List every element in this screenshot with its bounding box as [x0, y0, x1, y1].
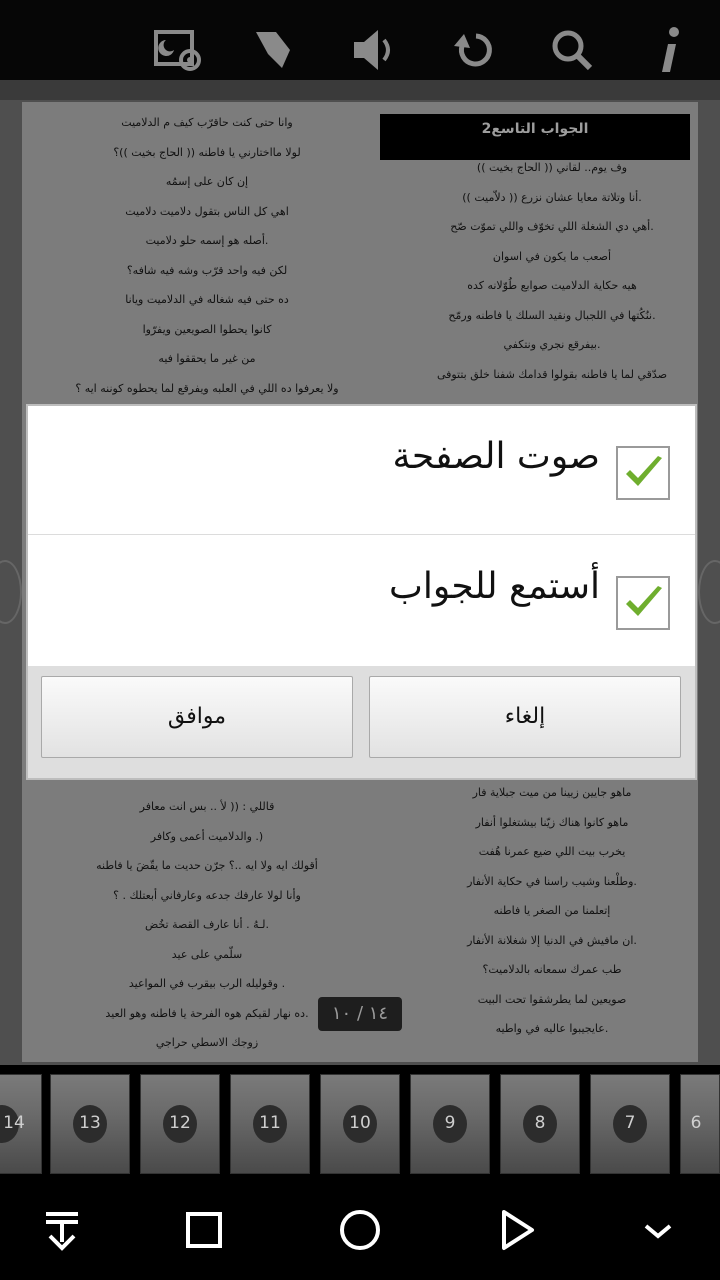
text-line: ماهو جايين زيينا من ميت جبلاية فار [472, 786, 632, 799]
option-listen-answer[interactable] [28, 536, 695, 664]
thumbnail-number: 6 [690, 1113, 702, 1133]
prev-page-handle[interactable] [0, 560, 22, 624]
next-page-handle[interactable] [698, 560, 720, 624]
thumbnail-number: 7 [624, 1113, 636, 1133]
text-line: أهي دي الشغلة اللي تخوّف واللي تموّت صّح. [450, 220, 654, 233]
rotate-icon[interactable] [444, 20, 504, 80]
toolbar-divider [0, 80, 720, 100]
page-thumbnail[interactable] [500, 1074, 580, 1174]
text-line: من غير ما يحققوا فيه [158, 352, 256, 365]
page-sound-checkbox[interactable] [616, 446, 670, 500]
text-line: صدّقي لما يا فاطنه بقولوا قدامك شفنا خلق بتتوفى [436, 367, 668, 381]
text-line: وطلْعنا وشيب راسنا في حكاية الأنفار. [467, 874, 637, 888]
cancel-button[interactable]: إلغاء [369, 676, 681, 758]
text-line: لولا مااختارني يا فاطنه (( الحاج بخيت ))؟ [113, 145, 301, 159]
page-thumbnail[interactable] [230, 1074, 310, 1174]
thumbnail-number: 8 [534, 1113, 546, 1133]
sound-options-dialog [28, 406, 695, 778]
text-line: والدلاميت أعمى وكافر .) [150, 829, 264, 843]
text-line: أصعب ما يكون في اسوان [492, 249, 612, 263]
left-text-column-top [22, 108, 392, 403]
text-line: ماهو كانوا هناك زيّنا بيشتغلوا أنفار [475, 815, 629, 829]
top-toolbar [0, 0, 720, 80]
text-line: وف يوم.. لقاني (( الحاج بخيت )) [476, 161, 628, 174]
search-icon[interactable] [542, 20, 602, 80]
right-text-column-top [402, 153, 702, 389]
bookmark-icon[interactable] [242, 20, 302, 80]
text-line: أصله هو إسمه حلو دلاميت. [145, 234, 269, 247]
page-thumbnail[interactable] [680, 1074, 720, 1174]
text-line: زوجك الاسطي حراجي [155, 1036, 259, 1049]
page-number-badge: ١٤ / ١٠ [318, 997, 402, 1031]
chevron-down-icon[interactable] [630, 1202, 686, 1258]
page-thumbnails-strip[interactable] [0, 1066, 720, 1176]
listen-answer-checkbox[interactable] [616, 576, 670, 630]
stop-icon[interactable] [176, 1202, 232, 1258]
text-line: قاللي : (( لأ .. بس انت معافر [139, 800, 275, 813]
text-line: ده حتى فيه شغاله في الدلاميت ويانا [125, 293, 289, 306]
text-line: أقولك ايه ولا ايه ..؟ جرّن حديت ما يقّضَ يا فاطنه [96, 859, 318, 872]
text-line: بيفرقع نجري ونتكفي. [503, 338, 601, 351]
text-line: ده نهار لقيكم هوه الفرحة يا فاطنه وهو العيد. [105, 1006, 309, 1020]
thumbnail-number: 12 [169, 1113, 191, 1133]
page-thumbnail[interactable] [590, 1074, 670, 1174]
text-line: لكن فيه واحد قرّب وشه فيه شافه؟ [126, 263, 288, 277]
dialog-button-bar [28, 666, 695, 778]
option-listen-answer-label: أستمع للجواب [388, 566, 600, 607]
text-line: كانوا يحطوا الصويعين ويفرّوا [142, 322, 272, 336]
text-line: وقوليله الرب بيقرب في المواعيد . [128, 977, 286, 990]
option-page-sound-label: صوت الصفحة [392, 436, 600, 477]
text-line: اهي كل الناس بتقول دلاميت دلاميت [125, 204, 289, 218]
thumbnail-number: 10 [349, 1113, 371, 1133]
page-thumbnail[interactable] [50, 1074, 130, 1174]
text-line: ان مافيش في الدنيا إلا شغلانة الأنفار. [467, 933, 637, 947]
page-thumbnail[interactable] [0, 1074, 42, 1174]
page-thumbnail[interactable] [320, 1074, 400, 1174]
page-thumbnail[interactable] [140, 1074, 220, 1174]
home-circle-icon[interactable] [332, 1202, 388, 1258]
checkmark-icon [618, 578, 668, 628]
page-thumbnail[interactable] [410, 1074, 490, 1174]
text-line: ولا يعرفوا ده اللي في العلبه ويفرقع لما يحطوه كوننه ايه ؟ [75, 381, 339, 395]
right-text-column-bottom [402, 778, 702, 1044]
option-page-sound[interactable] [28, 406, 695, 535]
text-line: وانا حتى كنت حاقرّب كيف م الدلاميت [121, 116, 293, 129]
text-line: ننُكُتها في اللجبال ونقيد السلك يا فاطنه ورمّح. [448, 308, 656, 322]
text-line: أنا وتلاتة معايا عشان نزرع (( دلاّميت )). [462, 190, 642, 204]
thumbnail-number: 14 [3, 1113, 25, 1133]
info-icon[interactable] [642, 20, 702, 80]
bottom-nav-bar [0, 1180, 720, 1280]
night-mode-settings-icon[interactable] [148, 20, 208, 80]
text-line: صويعين لما يطرشقوا تحت البيت [477, 992, 627, 1006]
text-line: هيه حكاية الدلاميت صوابع طُوّلانه كده [467, 279, 637, 292]
text-line: إتعلمنا من الصغر يا فاطنه [493, 904, 611, 917]
text-line: طب عمرك سمعانه بالدلاميت؟ [482, 963, 622, 976]
text-line: يخرب بيت اللي ضيع عمرنا هُفت [478, 845, 626, 858]
text-line: لـهُ . أنا عارف القصة تخُض. [144, 918, 270, 931]
thumbnail-number: 11 [259, 1113, 281, 1133]
thumbnail-number: 13 [79, 1113, 101, 1133]
download-icon[interactable] [34, 1202, 90, 1258]
text-line: سلّمي على عيد [171, 947, 243, 961]
thumbnail-number: 9 [444, 1113, 456, 1133]
text-line: إن كان على إسمُه [165, 175, 249, 188]
chapter-title: الجواب التاسع2 [380, 114, 690, 160]
play-icon[interactable] [488, 1202, 544, 1258]
checkmark-icon [618, 448, 668, 498]
volume-icon[interactable] [344, 20, 404, 80]
ok-button[interactable]: موافق [41, 676, 353, 758]
text-line: وأنا لولا عارفك جدعه وعارفاني أبعتلك . ؟ [113, 888, 301, 902]
text-line: عايجيبوا عاليه في واطيه. [495, 1022, 609, 1035]
